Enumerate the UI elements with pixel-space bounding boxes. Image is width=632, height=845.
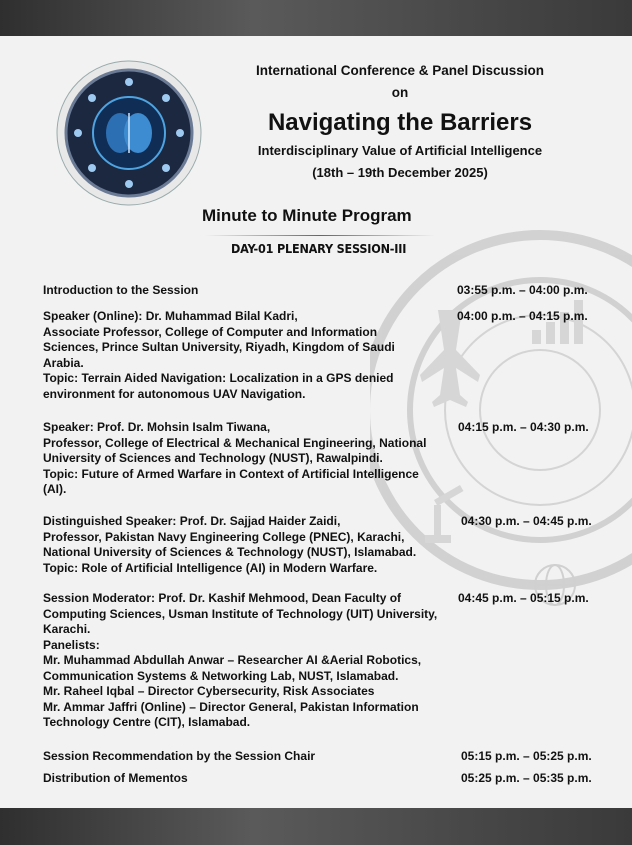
- row-text: Topic: Terrain Aided Navigation: Localization in a GPS denied: [43, 371, 394, 385]
- row-text: Introduction to the Session: [43, 283, 199, 297]
- conference-on: on: [391, 85, 409, 100]
- row-text: (AI).: [43, 482, 67, 496]
- conference-type: International Conference & Panel Discussion: [255, 63, 545, 78]
- top-banner: [0, 0, 632, 36]
- row-text: National University of Sciences & Technology (NUST), Islamabad.: [43, 545, 417, 559]
- row-text: Associate Professor, College of Computer and Information: [43, 324, 378, 339]
- conference-subtitle: Interdisciplinary Value of Artificial Intelligence: [257, 143, 543, 158]
- row-text: Distribution of Mementos: [43, 771, 188, 785]
- session-title: DAY-01 PLENARY SESSION-III: [231, 241, 407, 256]
- schedule-row: [43, 771, 603, 787]
- row-text: Topic: Future of Armed Warfare in Context of Artificial Intelligence: [43, 466, 419, 481]
- row-text: Karachi.: [43, 622, 91, 636]
- row-text: Speaker (Online): Dr. Muhammad Bilal Kadri,: [43, 309, 298, 323]
- row-text: environment for autonomous UAV Navigation.: [43, 386, 306, 401]
- row-time: 03:55 p.m. – 04:00 p.m.: [457, 283, 588, 297]
- schedule-row: [43, 591, 603, 731]
- schedule-row: [43, 749, 603, 765]
- row-text: Session Recommendation by the Session Chair: [43, 749, 316, 763]
- row-text: University of Sciences and Technology (NUST), Rawalpindi.: [43, 451, 383, 465]
- row-time: 04:15 p.m. – 04:30 p.m.: [458, 420, 589, 434]
- row-text: Topic: Role of Artificial Intelligence (AI) in Modern Warfare.: [43, 560, 378, 575]
- conference-title: Navigating the Barriers: [267, 109, 533, 136]
- row-text: Mr. Raheel Iqbal – Director Cybersecurity, Risk Associates: [43, 684, 375, 698]
- row-text: Session Moderator: Prof. Dr. Kashif Mehmood, Dean Faculty of: [43, 591, 402, 605]
- row-text: Communication Systems & Networking Lab, NUST, Islamabad.: [43, 668, 399, 683]
- row-text: Speaker: Prof. Dr. Mohsin Isalm Tiwana,: [43, 420, 271, 434]
- conference-logo: [56, 60, 202, 206]
- bottom-banner: [0, 808, 632, 845]
- row-text: Mr. Ammar Jaffri (Online) – Director General, Pakistan Information: [43, 699, 419, 714]
- row-text: Computing Sciences, Usman Institute of Technology (UIT) University,: [43, 606, 438, 621]
- schedule-row: [43, 283, 603, 299]
- row-time: 04:00 p.m. – 04:15 p.m.: [457, 309, 588, 323]
- divider: [205, 235, 435, 236]
- row-text: Professor, Pakistan Navy Engineering College (PNEC), Karachi,: [43, 529, 405, 544]
- schedule-row: [43, 309, 603, 402]
- schedule-row: [43, 514, 603, 576]
- row-text: Mr. Muhammad Abdullah Anwar – Researcher AI &Aerial Robotics,: [43, 653, 422, 667]
- row-time: 05:25 p.m. – 05:35 p.m.: [461, 771, 592, 785]
- conference-dates: (18th – 19th December 2025): [312, 165, 488, 180]
- row-text: Technology Centre (CIT), Islamabad.: [43, 715, 251, 729]
- row-text: Distinguished Speaker: Prof. Dr. Sajjad Haider Zaidi,: [43, 514, 341, 528]
- row-time: 05:15 p.m. – 05:25 p.m.: [461, 749, 592, 763]
- row-text: Professor, College of Electrical & Mechanical Engineering, National: [43, 435, 427, 450]
- row-text: Panelists:: [43, 637, 100, 652]
- row-time: 04:45 p.m. – 05:15 p.m.: [458, 591, 589, 605]
- row-text: Sciences, Prince Sultan University, Riyadh, Kingdom of Saudi: [43, 340, 395, 354]
- row-text: Arabia.: [43, 355, 84, 370]
- row-time: 04:30 p.m. – 04:45 p.m.: [461, 514, 592, 528]
- conference-header: [200, 62, 600, 182]
- schedule-row: [43, 420, 603, 498]
- program-title: Minute to Minute Program: [202, 206, 412, 225]
